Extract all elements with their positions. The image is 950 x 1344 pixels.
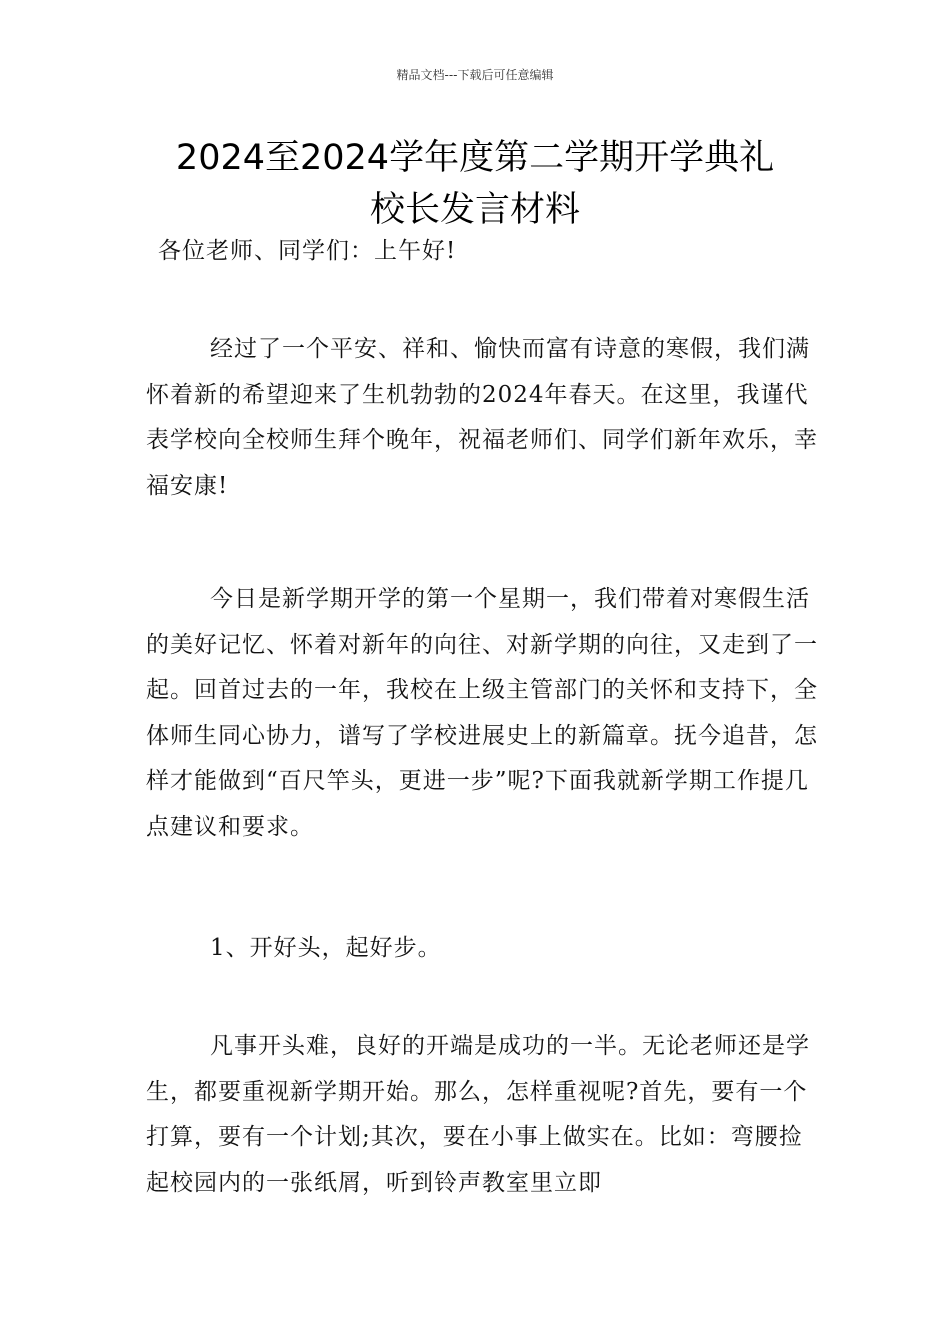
page-header-note: 精品文档---下载后可任意编辑: [396, 68, 554, 82]
greeting: 各位老师、同学们：上午好!: [158, 238, 457, 264]
document-title-line-1: 2024至2024学年度第二学期开学典礼: [175, 138, 775, 178]
section-heading: 1、开好头，起好步。: [210, 935, 442, 961]
document-title-line-2: 校长发言材料: [369, 190, 580, 230]
paragraph: 今日是新学期开学的第一个星期一，我们带着对寒假生活的美好记忆、怀着对新年的向往、对新学期的向往，又走到了一起。回首过去的一年，我校在上级主管部门的关怀和支持下，全体师生同心协力，谱写了学校进展史上的新篇章。抚今追昔，怎样才能做到“百尺竿头，更进一步”呢?下面我就新学期工作提几点建议和要求。: [146, 586, 818, 840]
paragraph: 经过了一个平安、祥和、愉快而富有诗意的寒假，我们满怀着新的希望迎来了生机勃勃的2024年春天。在这里，我谨代表学校向全校师生拜个晚年，祝福老师们、同学们新年欢乐，幸福安康!: [146, 336, 818, 499]
paragraph: 凡事开头难，良好的开端是成功的一半。无论老师还是学生，都要重视新学期开始。那么，怎样重视呢?首先，要有一个打算，要有一个计划;其次，要在小事上做实在。比如：弯腰捡起校园内的一张纸屑，听到铃声教室里立即: [146, 1033, 810, 1196]
